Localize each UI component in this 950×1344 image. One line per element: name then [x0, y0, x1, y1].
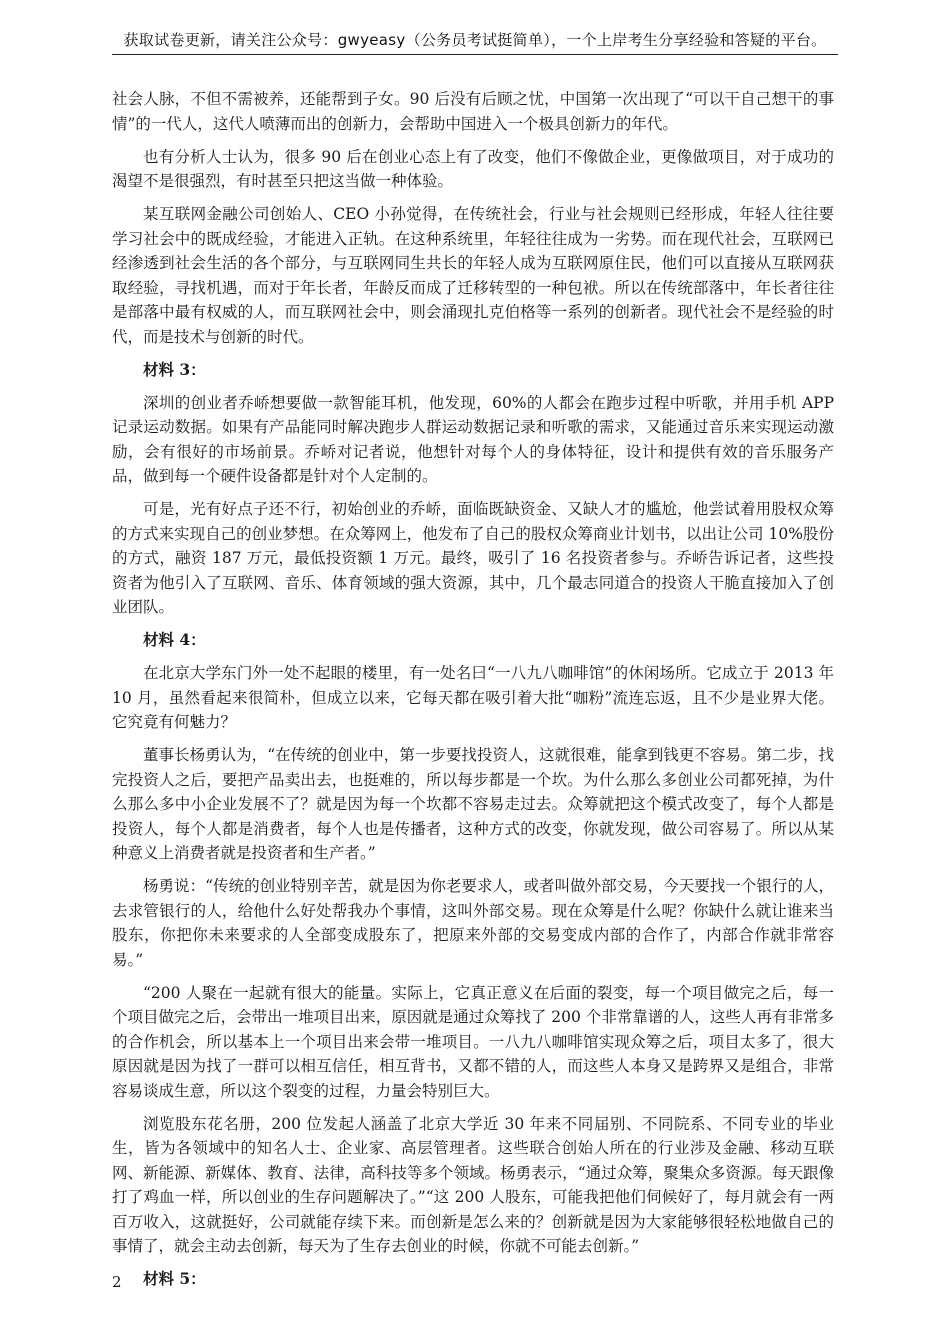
paragraph: 深圳的创业者乔峤想要做一款智能耳机，他发现，60%的人都会在跑步过程中听歌，并用手机 APP 记录运动数据。如果有产品能同时解决跑步人群运动数据记录和听歌的需求，又能通过音乐来实现运动激励，会有很好的市场前景。乔峤对记者说，他想针对每个人的身体特征，设计和提供有效的音乐服务产品，做到每一个硬件设备都是针对个人定制的。 — [112, 393, 834, 485]
paragraph: 浏览股东花名册，200 位发起人涵盖了北京大学近 30 年来不同届别、不同院系、不同专业的毕业生，皆为各领域中的知名人士、企业家、高层管理者。这些联合创始人所在的行业涉及金融、移动互联网、新能源、新媒体、教育、法律，高科技等多个领域。杨勇表示，“通过众筹，聚集众多资源。每天跟像打了鸡血一样，所以创业的生存问题解决了。”“这 200 人股东，可能我把他们伺候好了，每月就会有一两百万收入，这就挺好，公司就能存续下来。而创新是怎么来的？创新就是因为大家能够很轻松地做自己的事情了，就会主动去创新，每天为了生存去创业的时候，你就不可能去创新。” — [112, 1114, 834, 1255]
paragraph: 某互联网金融公司创始人、CEO 小孙觉得，在传统社会，行业与社会规则已经形成，年轻人往往要学习社会中的既成经验，才能进入正轨。在这种系统里，年轻往往成为一劣势。而在现代社会，互联网已经渗透到社会生活的各个部分，与互联网同生共长的年轻人成为互联网原住民，他们可以直接从互联网获取经验，寻找机遇，而对于年长者，年龄反而成了迁移转型的一种包袱。所以在传统部落中，年长者往往是部落中最有权威的人，而互联网社会中，则会涌现扎克伯格等一系列的创新者。现代社会不是经验的时代，而是技术与创新的时代。 — [112, 205, 834, 346]
paragraph: “200 人聚在一起就有很大的能量。实际上，它真正意义在后面的裂变，每一个项目做完之后，每一个项目做完之后，会带出一堆项目出来，原因就是通过众筹找了 200 个非常靠谱的人，这些人再有非常多的合作机会，所以基本上一个项目出来会带一堆项目。一八九八咖啡馆实现众筹之后，项目太多了，很大原因就是因为找了一群可以相互信任，相互背书，又都不错的人，而这些人本身又是跨界又是组合，非常容易谈成生意，所以这个裂变的过程，力量会特别巨大。 — [112, 983, 834, 1100]
page-number: 2 — [112, 1273, 122, 1291]
section-heading-material-5: 材料 5： — [143, 1269, 206, 1288]
paragraph: 杨勇说：“传统的创业特别辛苦，就是因为你老要求人，或者叫做外部交易，今天要找一个银行的人，去求管银行的人，给他什么好处帮我办个事情，这叫外部交易。现在众筹是什么呢？你缺什么就让谁来当股东，你把你未来要求的人全部变成股东了，把原来外部的交易变成内部的合作了，内部合作就非常容易。” — [112, 877, 834, 969]
header-divider — [112, 54, 838, 55]
paragraph: 也有分析人士认为，很多 90 后在创业心态上有了改变，他们不像做企业，更像做项目，对于成功的渴望不是很强烈，有时甚至只把这当做一种体验。 — [112, 147, 834, 190]
page-header: 获取试卷更新，请关注公众号：gwyeasy（公务员考试挺简单），一个上岸考生分享经验和答疑的平台。 — [123, 31, 827, 49]
paragraph-continued: 社会人脉，不但不需被养，还能帮到子女。90 后没有后顾之忧，中国第一次出现了“可以干自己想干的事情”的一代人，这代人喷薄而出的创新力，会帮助中国进入一个极具创新力的年代。 — [112, 90, 834, 133]
document-body — [112, 87, 834, 1300]
section-heading-material-4: 材料 4： — [143, 630, 206, 649]
paragraph: 可是，光有好点子还不行，初始创业的乔峤，面临既缺资金、又缺人才的尴尬，他尝试着用股权众筹的方式来实现自己的创业梦想。在众筹网上，他发布了自己的股权众筹商业计划书，以出让公司 10%股份的方式，融资 187 万元，最低投资额 1 万元。最终，吸引了 16 名投资者参与。乔峤告诉记者，这些投资者为他引入了互联网、音乐、体育领域的强大资源，其中，几个最志同道合的投资人干脆直接加入了创业团队。 — [112, 500, 834, 616]
paragraph: 董事长杨勇认为，“在传统的创业中，第一步要找投资人，这就很难，能拿到钱更不容易。第二步，找完投资人之后，要把产品卖出去，也挺难的，所以每步都是一个坎。为什么那么多创业公司都死掉，为什么那么多中小企业发展不了？就是因为每一个坎都不容易走过去。众筹就把这个模式改变了，每个人都是投资人，每个人都是消费者，每个人也是传播者，这种方式的改变，你就发现，做公司容易了。所以从某种意义上消费者就是投资者和生产者。” — [112, 746, 834, 862]
paragraph: 在北京大学东门外一处不起眼的楼里，有一处名曰“一八九八咖啡馆”的休闲场所。它成立于 2013 年 10 月，虽然看起来很简朴，但成立以来，它每天都在吸引着大批“咖粉”流连忘返，且不少是业界大佬。它究竟有何魅力？ — [112, 664, 834, 731]
section-heading-material-3: 材料 3： — [143, 359, 206, 379]
